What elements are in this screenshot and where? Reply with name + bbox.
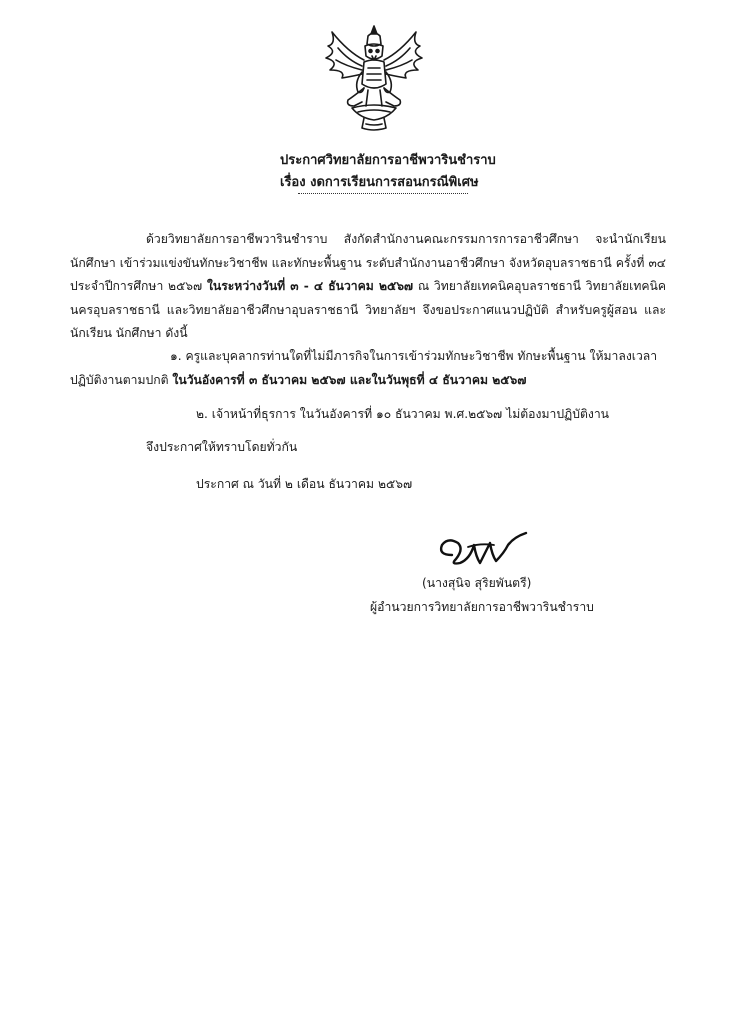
intro-paragraph [70, 228, 666, 346]
announcement-subject: เรื่อง งดการเรียนการสอนกรณีพิเศษ [280, 175, 479, 190]
announcement-header [280, 150, 496, 194]
guideline-item-1 [70, 345, 670, 392]
signer-name: (นางสุนิจ สุริยพันตรี) [422, 576, 532, 590]
intro-text-part1: ด้วยวิทยาลัยการอาชีพวารินชำราบ สังกัดสำนักงานคณะกรรมการการอาชีวศึกษา จะนำนักเรียน นักศึกษา เข้าร่วมแข่งขันทักษะวิชาชีพ และทักษะพื้นฐาน ระดับสำนักงานอาชีวศึกษา จังหวัดอุบลราชธานี ครั้งที่ ๓๔ ประจำปีการศึกษา ๒๕๖๗ [70, 232, 666, 294]
intro-text-part2: ณ วิทยาลัยเทคนิคอุบลราชธานี วิทยาลัยเทคนิคนครอุบลราชธานี และวิทยาลัยอาชีวศึกษาอุบลราชธานี วิทยาลัยฯ จึงขอประกาศแนวปฏิบัติ สำหรับครูผู้สอน และนักเรียน นักศึกษา ดังนี้ [70, 279, 667, 341]
guideline-item-2: ๒. เจ้าหน้าที่ธุรการ ในวันอังคารที่ ๑๐ ธันวาคม พ.ศ.๒๕๖๗ ไม่ต้องมาปฏิบัติงาน [196, 407, 610, 421]
item1-text: ๑. ครูและบุคลากรท่านใดที่ไม่มีภารกิจในการเข้าร่วมทักษะวิชาชีพ ทักษะพื้นฐาน ให้มาลงเวลาปฏิบัติงานตามปกติ [70, 349, 658, 387]
announcement-date: ประกาศ ณ วันที่ ๒ เดือน ธันวาคม ๒๕๖๗ [196, 477, 413, 491]
item1-dates-bold: ในวันอังคารที่ ๓ ธันวาคม ๒๕๖๗ และในวันพุธที่ ๔ ธันวาคม ๒๕๖๗ [172, 372, 527, 387]
announcement-title: ประกาศวิทยาลัยการอาชีพวารินชำราบ [280, 153, 496, 168]
closing-line: จึงประกาศให้ทราบโดยทั่วกัน [146, 440, 298, 454]
intro-date-bold: ในระหว่างวันที่ ๓ - ๔ ธันวาคม ๒๕๖๗ [206, 279, 414, 294]
garuda-emblem-icon [318, 22, 430, 134]
dotted-divider [298, 193, 468, 194]
signer-position: ผู้อำนวยการวิทยาลัยการอาชีพวารินชำราบ [370, 600, 594, 614]
handwritten-signature [430, 525, 570, 573]
